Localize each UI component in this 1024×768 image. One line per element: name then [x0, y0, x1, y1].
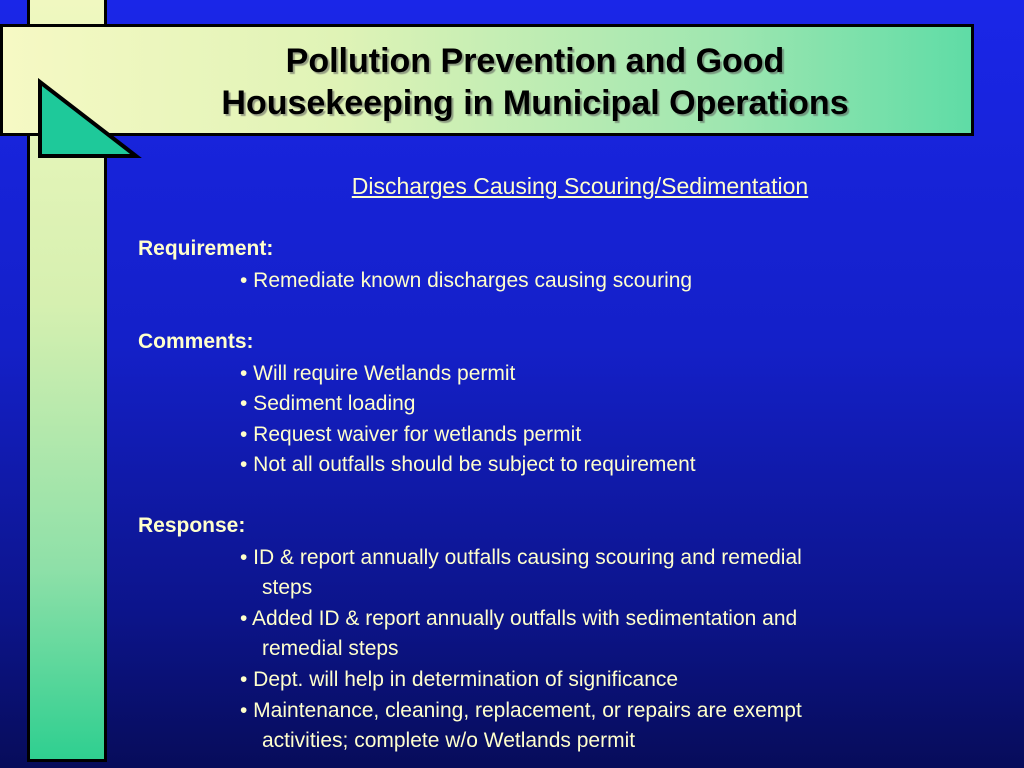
comment-item: • Not all outfalls should be subject to requirement: [240, 453, 696, 476]
response-item-continuation: activities; complete w/o Wetlands permit: [262, 729, 636, 752]
comments-label: Comments:: [138, 330, 254, 353]
response-item: [240, 696, 802, 756]
requirement-item: • Remediate known discharges causing scouring: [240, 269, 693, 292]
comment-item: • Request waiver for wetlands permit: [240, 423, 582, 446]
requirement-label: Requirement:: [138, 237, 274, 260]
slide-title: [100, 40, 970, 124]
response-label: Response:: [138, 514, 246, 537]
response-item-line: • Added ID & report annually outfalls with sedimentation and: [240, 607, 798, 630]
response-item-line: • ID & report annually outfalls causing scouring and remedial: [240, 546, 802, 569]
decorative-triangle: [36, 78, 146, 160]
response-item: [240, 665, 678, 695]
slide-title-line-1: Pollution Prevention and Good: [285, 42, 785, 80]
response-item-line: • Maintenance, cleaning, replacement, or repairs are exempt: [240, 699, 802, 722]
comment-item: • Will require Wetlands permit: [240, 362, 516, 385]
slide-title-line-2: Housekeeping in Municipal Operations: [221, 84, 849, 122]
response-item-continuation: remedial steps: [262, 637, 399, 660]
response-item: [240, 543, 802, 603]
response-item: [240, 604, 797, 664]
response-item-continuation: steps: [262, 576, 313, 599]
comment-item: • Sediment loading: [240, 392, 416, 415]
response-item-line: • Dept. will help in determination of significance: [240, 668, 679, 691]
section-heading: Discharges Causing Scouring/Sedimentation: [351, 173, 809, 199]
